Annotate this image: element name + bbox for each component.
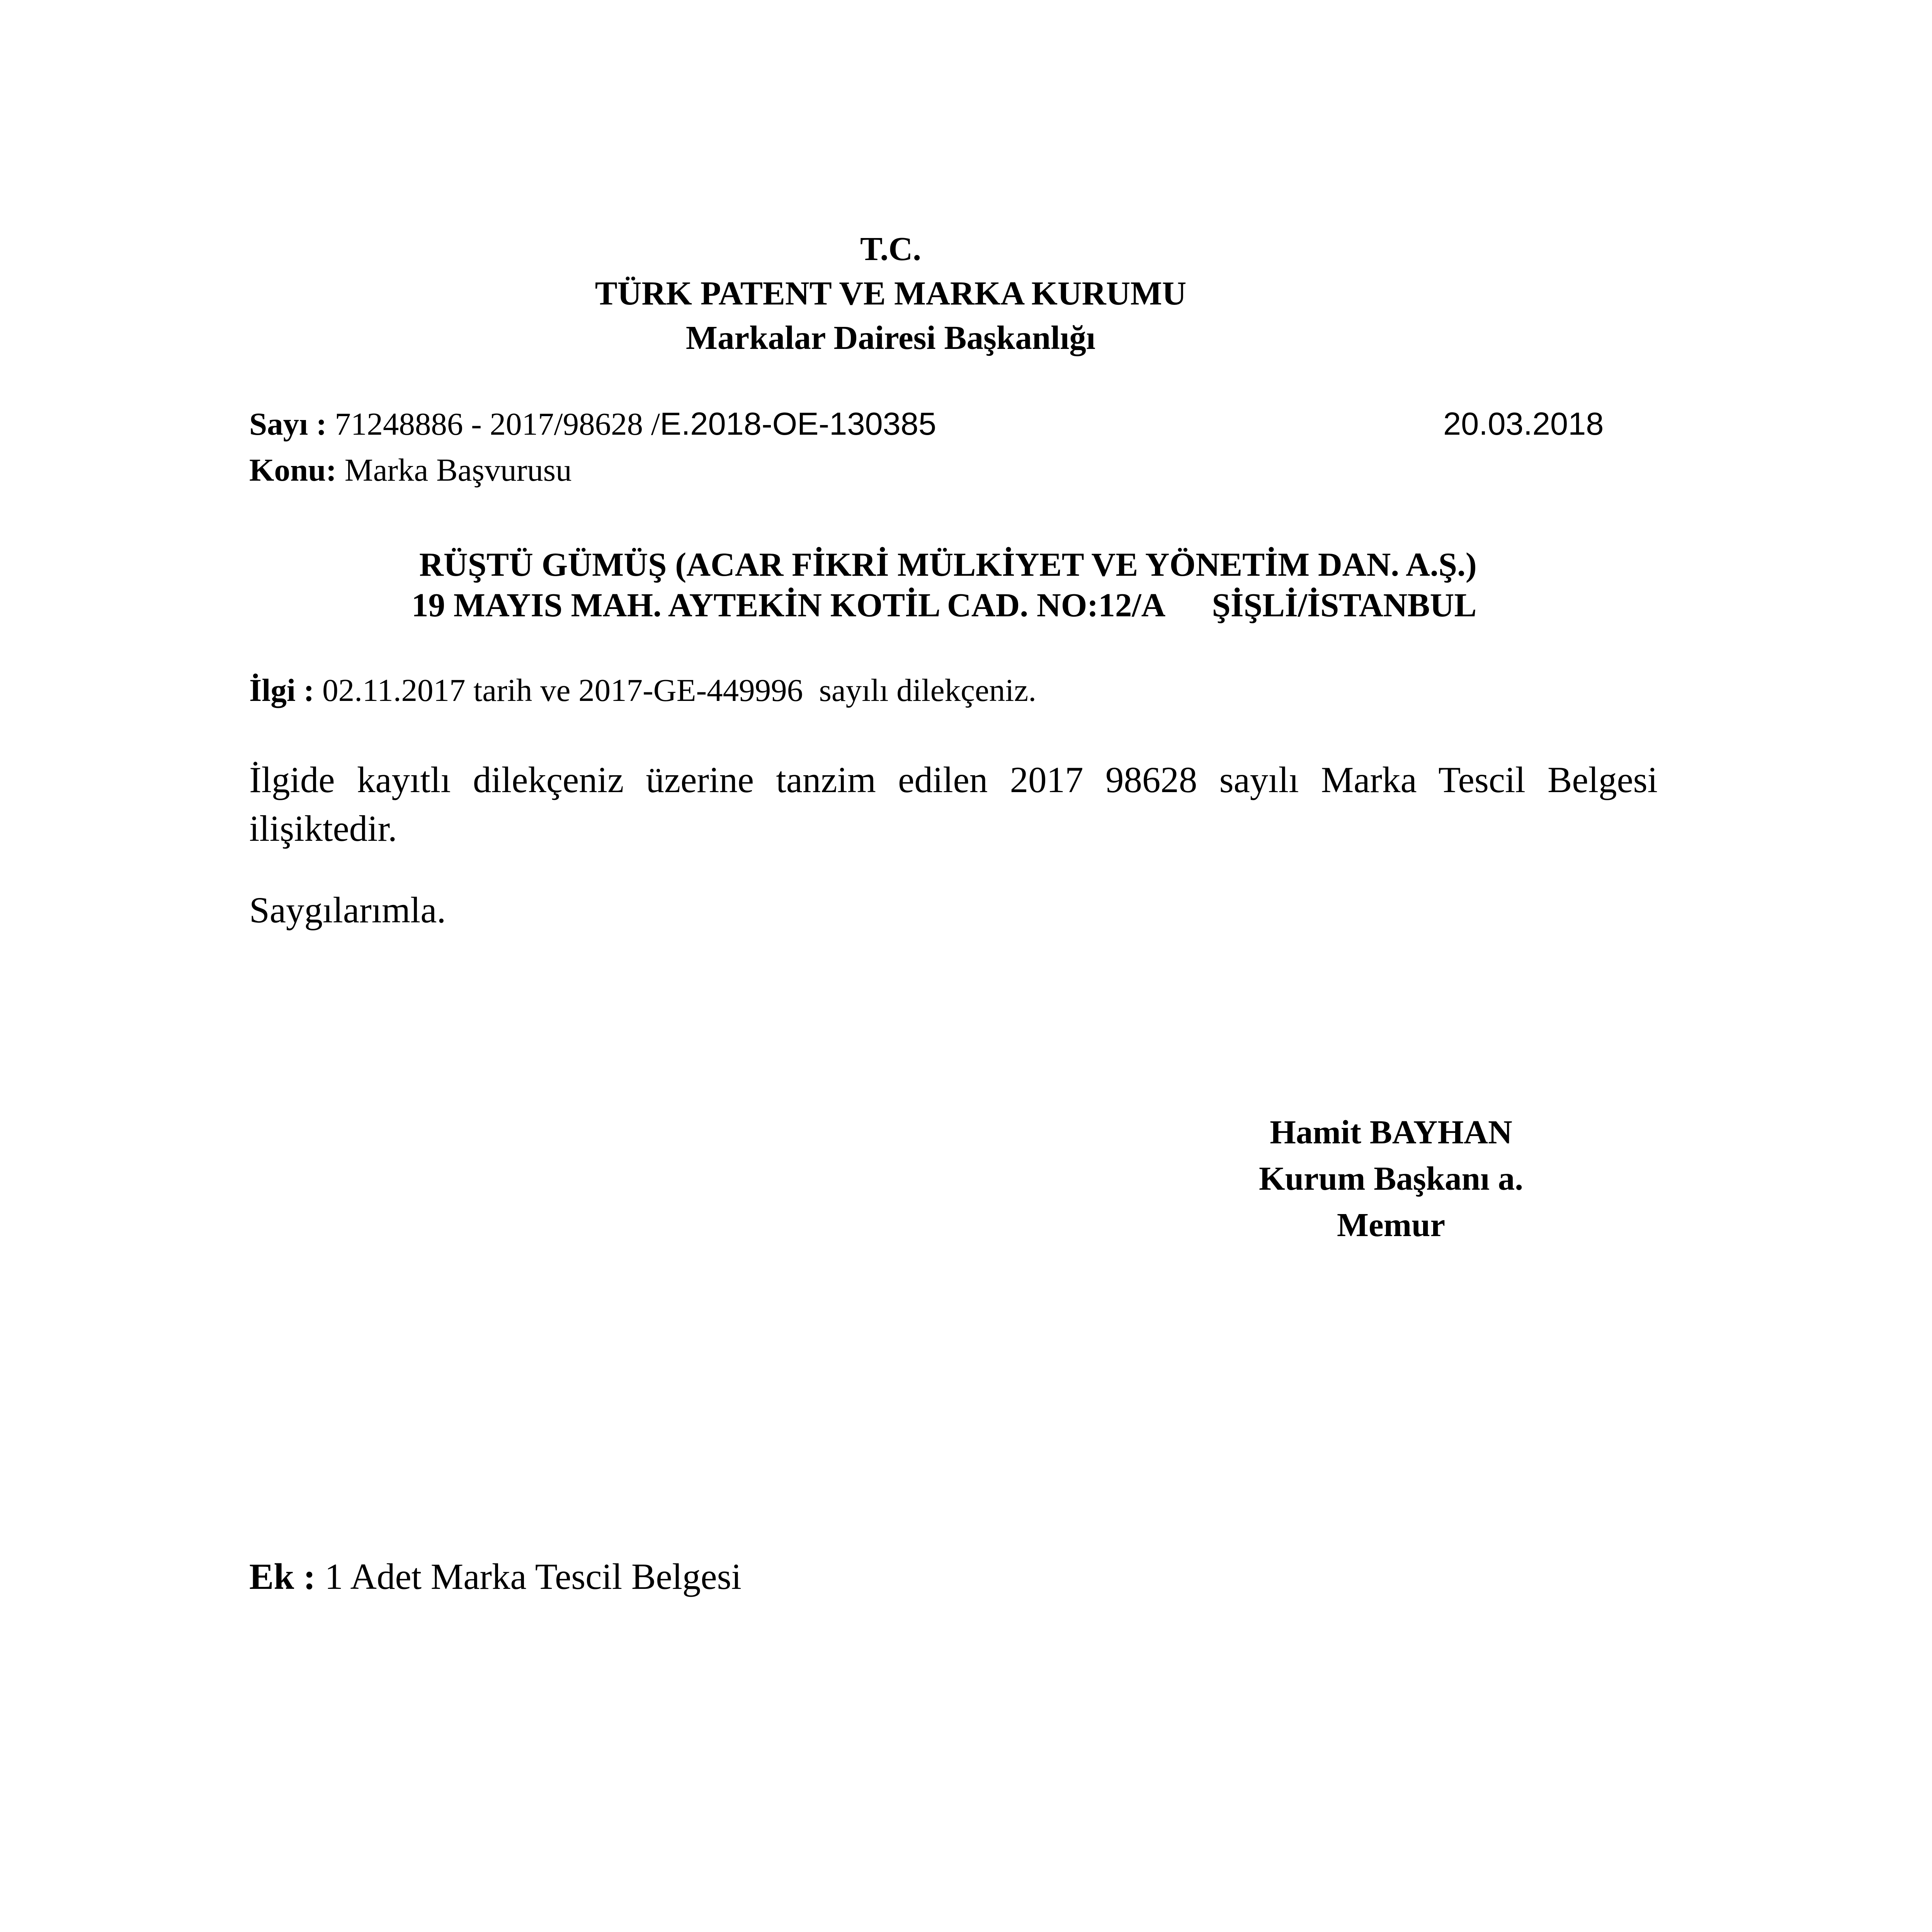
- ilgi-label: İlgi :: [249, 672, 315, 708]
- attachment-line: [249, 1555, 742, 1598]
- sayi-label: Sayı :: [249, 406, 327, 442]
- konu-line: [249, 454, 572, 486]
- body-paragraph: İlgide kayıtlı dilekçeniz üzerine tanzim edilen 2017 98628 sayılı Marka Tescil Belgesi ilişiktedir.: [249, 759, 1658, 849]
- signature-block: [1159, 1109, 1623, 1248]
- signer-role: Memur: [1337, 1206, 1446, 1243]
- attachment-text: 1 Adet Marka Tescil Belgesi: [325, 1556, 742, 1597]
- sayi-doc-number: E.2018-OE-130385: [660, 406, 937, 442]
- header-institution: TÜRK PATENT VE MARKA KURUMU: [595, 274, 1187, 312]
- signer-name: Hamit BAYHAN: [1270, 1113, 1512, 1151]
- header-department: Markalar Dairesi Başkanlığı: [685, 319, 1096, 356]
- sayi-value: 71248886 - 2017/98628 /: [335, 406, 660, 442]
- header-tc: T.C.: [860, 230, 921, 267]
- signer-title: Kurum Başkanı a.: [1259, 1160, 1524, 1197]
- ilgi-line: [249, 674, 1036, 706]
- recipient-address-street: 19 MAYIS MAH. AYTEKİN KOTİL CAD. NO:12/A: [412, 586, 1166, 624]
- attachment-label: Ek :: [249, 1556, 316, 1597]
- closing: Saygılarımla.: [249, 889, 446, 930]
- ilgi-text: 02.11.2017 tarih ve 2017-GE-449996 sayılı dilekçeniz.: [322, 672, 1036, 708]
- recipient-address: [412, 585, 1476, 624]
- konu-value: Marka Başvurusu: [344, 452, 572, 488]
- recipient-address-city: ŞİŞLİ/İSTANBUL: [1212, 586, 1477, 624]
- sayi-line: [249, 408, 936, 440]
- recipient-name: RÜŞTÜ GÜMÜŞ (ACAR FİKRİ MÜLKİYET VE YÖNETİM DAN. A.Ş.): [419, 546, 1477, 583]
- konu-label: Konu:: [249, 452, 337, 488]
- document-date: 20.03.2018: [1443, 406, 1604, 442]
